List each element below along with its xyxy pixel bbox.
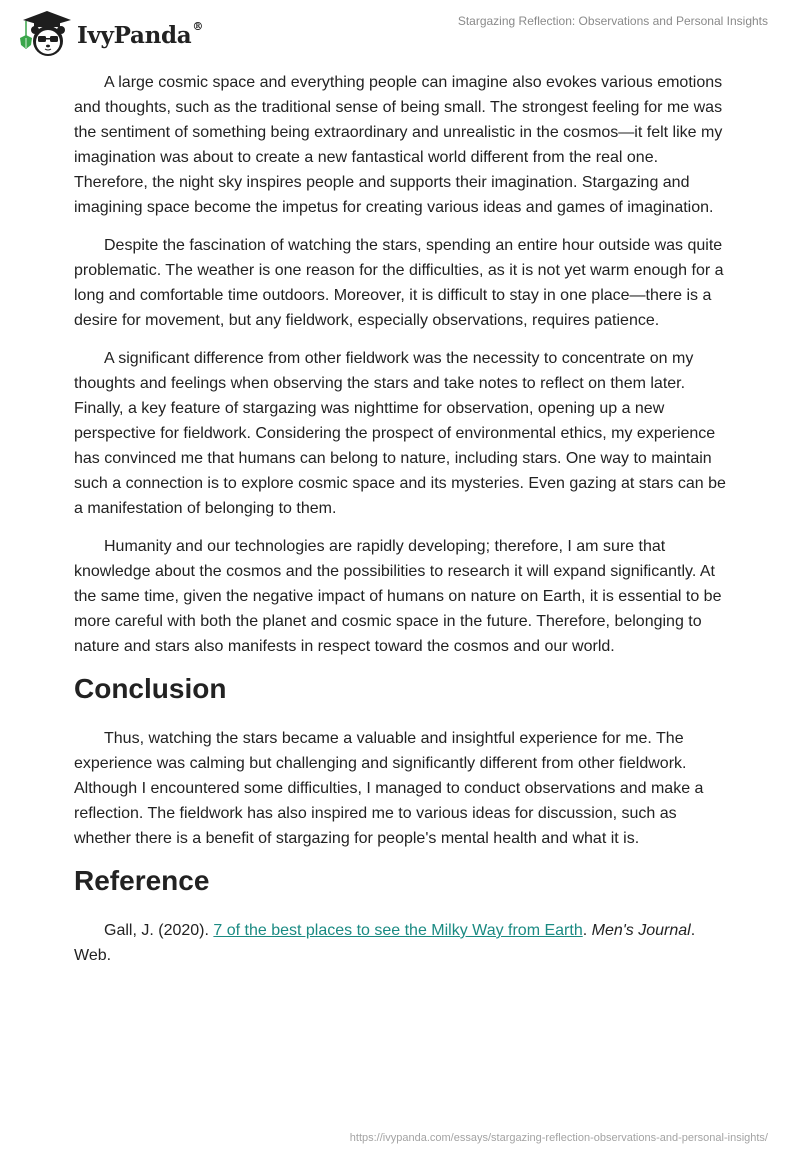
source-url: https://ivypanda.com/essays/stargazing-reflection-observations-and-personal-insights/ — [349, 1132, 768, 1144]
reference-heading: Reference — [74, 865, 210, 896]
reference-separator: . — [582, 922, 592, 939]
brand-name: IvyPanda® — [77, 19, 204, 49]
body-paragraph: A significant difference from other fieldwork was the necessity to concentrate on my thoughts and feelings when observing the stars and take notes to reflect on them later. Finally, a key feature of stargazing was nighttime for observation, opening up a new perspective for fieldwork. Considering the prospect of environmental ethics, my experience has convinced me that humans can belong to nature, including stars. One way to maintain such a connection is to explore cosmic space and its mysteries. Even gazing at stars can be a manifestation of belonging to them. — [74, 350, 726, 517]
panda-graduate-icon — [17, 8, 75, 58]
body-paragraph: Despite the fascination of watching the stars, spending an entire hour outside was quite problematic. The weather is one reason for the difficulties, as it is not yet warm enough for a long and comfortable time outdoors. Moreover, it is difficult to stay in one place—there is a desire for movement, but any fieldwork, especially observations, requires patience. — [74, 237, 724, 329]
reference-suffix: . Web. — [74, 922, 696, 964]
reference-journal: Men's Journal — [591, 922, 691, 939]
body-paragraph: Humanity and our technologies are rapidly developing; therefore, I am sure that knowledge about the cosmos and the possibilities to research it will expand significantly. At the same time, given the negative impact of humans on nature on Earth, it is essential to be more careful with both the planet and cosmic space in the future. Therefore, belonging to nature and stars also manifests in respect toward the cosmos and our world. — [74, 538, 722, 655]
body-paragraph: A large cosmic space and everything people can imagine also evokes various emotions and thoughts, such as the traditional sense of being small. The strongest feeling for me was the sentiment of something being extraordinary and unrealistic in the cosmos—it felt like my imagination was about to create a new fantastical world different from the real one. Therefore, the night sky inspires people and supports their imagination. Stargazing and imagining space become the impetus for creating various ideas and games of imagination. — [74, 74, 723, 216]
reference-link[interactable]: 7 of the best places to see the Milky Way from Earth — [213, 922, 583, 939]
reference-author-year: Gall, J. (2020). — [104, 922, 214, 939]
essay-content — [74, 70, 734, 981]
page-header — [0, 0, 800, 60]
document-title: Stargazing Reflection: Observations and Personal Insights — [457, 14, 768, 28]
reference-entry — [74, 918, 734, 968]
conclusion-paragraph: Thus, watching the stars became a valuable and insightful experience for me. The experience was calming but challenging and significantly different from other fieldwork. Although I encountered some difficulties, I managed to conduct observations and make a reflection. The fieldwork has also inspired me to various ideas for discussion, such as whether there is a benefit of stargazing for people's mental health and what it is. — [74, 730, 704, 847]
conclusion-heading: Conclusion — [74, 673, 227, 704]
ivypanda-logo[interactable] — [17, 8, 203, 58]
